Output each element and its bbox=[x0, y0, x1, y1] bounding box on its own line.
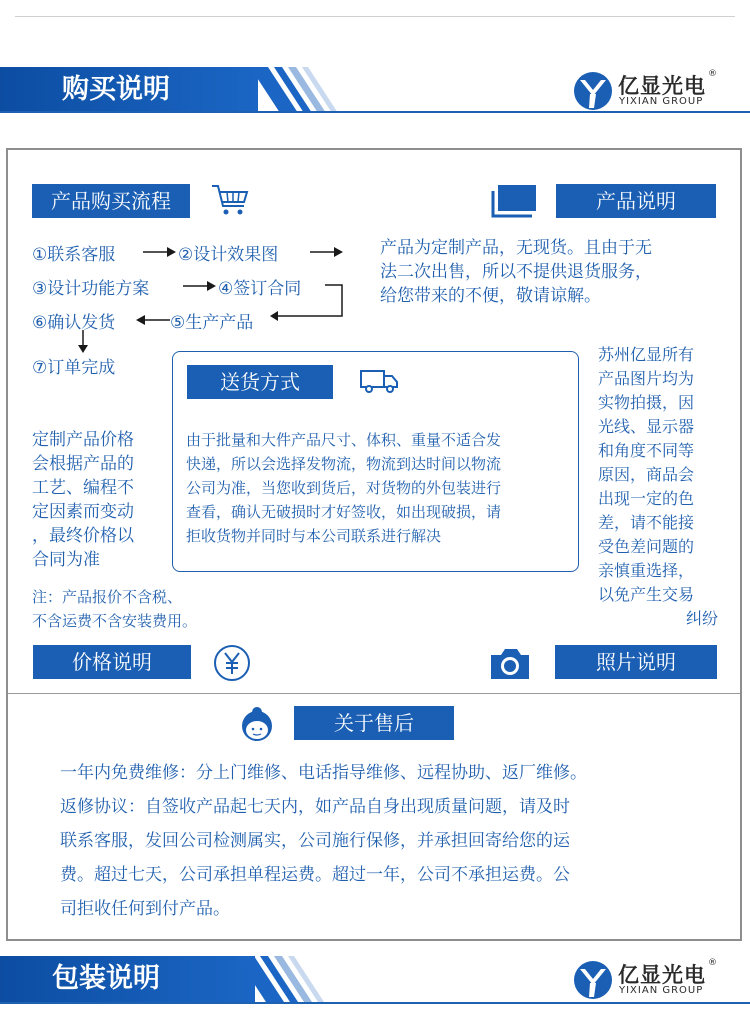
connector-arrow-icon bbox=[270, 284, 346, 324]
top-divider bbox=[15, 16, 735, 17]
flow-step-1: ①联系客服 bbox=[32, 245, 116, 265]
price-line: 定制产品价格 bbox=[32, 430, 134, 450]
photo-line: 纠纷 bbox=[685, 609, 718, 628]
brand-logo bbox=[572, 70, 722, 114]
price-label: 价格说明 bbox=[33, 645, 191, 679]
flow-label: 产品购买流程 bbox=[32, 184, 190, 218]
photo-line: 和角度不同等 bbox=[598, 441, 695, 460]
banner-stripes bbox=[236, 956, 326, 1002]
price-note-line: 不含运费不含安装费用。 bbox=[32, 612, 198, 630]
delivery-line: 由于批量和大件产品尺寸、体积、重量不适合发 bbox=[186, 431, 502, 449]
price-line: ，最终价格以 bbox=[32, 526, 134, 546]
photo-line: 受色差问题的 bbox=[598, 537, 695, 556]
product-info-label: 产品说明 bbox=[556, 184, 716, 218]
delivery-line: 公司为准，当您收到货后，对货物的外包装进行 bbox=[186, 479, 502, 497]
photo-line: 以免产生交易 bbox=[598, 585, 695, 604]
delivery-line: 拒收货物并同时与本公司联系进行解决 bbox=[186, 527, 442, 545]
banner-stripes bbox=[250, 67, 340, 113]
after-sales-line: 联系客服，发回公司检测属实，公司施行保修，并承担回寄给您的运 bbox=[60, 831, 570, 851]
shopping-cart-icon bbox=[210, 182, 250, 218]
photo-text bbox=[598, 343, 718, 631]
photo-line: 苏州亿显所有 bbox=[598, 345, 695, 364]
delivery-label: 送货方式 bbox=[187, 365, 333, 399]
after-sales-line: 费。超过七天，公司承担单程运费。超过一年，公司不承担运费。公 bbox=[60, 865, 570, 885]
yen-icon bbox=[212, 643, 252, 683]
delivery-text bbox=[186, 428, 571, 548]
after-sales-text bbox=[60, 756, 720, 926]
arrow-right-icon bbox=[310, 246, 344, 258]
brand-name: 亿显光电 bbox=[618, 74, 706, 98]
packaging-banner bbox=[0, 956, 750, 1012]
registered-mark: ® bbox=[708, 958, 717, 968]
brand-name: 亿显光电 bbox=[618, 963, 706, 987]
after-sales-line: 司拒收任何到付产品。 bbox=[60, 899, 230, 919]
flow-step-4: ④签订合同 bbox=[218, 279, 302, 299]
price-line: 工艺、编程不 bbox=[32, 478, 134, 498]
window-icon bbox=[490, 183, 540, 219]
flow-step-5: ⑤生产产品 bbox=[170, 313, 254, 333]
price-note bbox=[32, 585, 262, 633]
arrow-right-icon bbox=[183, 280, 217, 292]
price-line: 定因素而变动 bbox=[32, 502, 134, 522]
price-text bbox=[32, 428, 167, 572]
price-line: 会根据产品的 bbox=[32, 454, 134, 474]
registered-mark: ® bbox=[708, 69, 717, 79]
purchase-banner bbox=[0, 67, 750, 139]
delivery-line: 查看，确认无破损时才好签收，如出现破损，请 bbox=[186, 503, 502, 521]
photo-line: 亲慎重选择， bbox=[598, 561, 695, 580]
logo-mark-icon bbox=[572, 70, 614, 112]
arrow-right-icon bbox=[143, 246, 177, 258]
brand-english: YIXIAN GROUP bbox=[619, 96, 704, 107]
after-sales-line: 返修协议：自签收产品起七天内，如产品自身出现质量问题，请及时 bbox=[60, 797, 570, 817]
delivery-line: 快递，所以会选择发物流，物流到达时间以物流 bbox=[186, 455, 502, 473]
price-line: 合同为准 bbox=[32, 550, 100, 570]
delivery-truck-icon bbox=[360, 366, 400, 396]
flow-step-6: ⑥确认发货 bbox=[32, 313, 116, 333]
photo-label: 照片说明 bbox=[555, 645, 717, 679]
flow-step-2: ②设计效果图 bbox=[178, 245, 279, 265]
photo-line: 出现一定的色 bbox=[598, 489, 695, 508]
price-note-line: 注：产品报价不含税、 bbox=[32, 588, 183, 606]
packaging-title: 包装说明 bbox=[0, 956, 255, 1002]
panel-divider bbox=[8, 693, 740, 694]
customer-service-icon bbox=[238, 705, 276, 745]
photo-line: 原因，商品会 bbox=[598, 465, 695, 484]
photo-line: 光线、显示器 bbox=[598, 417, 695, 436]
after-sales-line: 一年内免费维修：分上门维修、电话指导维修、远程协助、返厂维修。 bbox=[60, 763, 587, 783]
photo-line: 差，请不能接 bbox=[598, 513, 695, 532]
logo-mark-icon bbox=[572, 959, 614, 1001]
product-info-text bbox=[380, 236, 720, 308]
after-sales-label: 关于售后 bbox=[294, 706, 454, 740]
photo-line: 实物拍摄，因 bbox=[598, 393, 695, 412]
brand-logo bbox=[572, 959, 722, 1003]
purchase-title: 购买说明 bbox=[0, 67, 258, 113]
flow-step-3: ③设计功能方案 bbox=[32, 279, 150, 299]
camera-icon bbox=[488, 645, 532, 681]
arrow-down-icon bbox=[77, 330, 89, 354]
photo-line: 产品图片均为 bbox=[598, 369, 695, 388]
brand-english: YIXIAN GROUP bbox=[619, 985, 704, 996]
product-info-line: 给您带来的不便，敬请谅解。 bbox=[380, 286, 601, 306]
product-info-line: 产品为定制产品，无现货。且由于无 bbox=[380, 238, 652, 258]
product-info-line: 法二次出售，所以不提供退货服务， bbox=[380, 262, 652, 282]
flow-step-7: ⑦订单完成 bbox=[32, 358, 116, 378]
arrow-left-icon bbox=[136, 314, 170, 326]
